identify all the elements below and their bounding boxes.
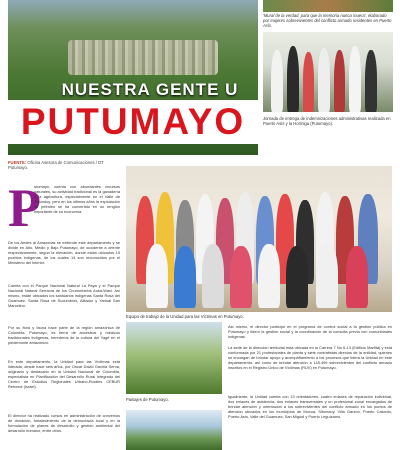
- article-right-paragraph-1: Así mismo, el director participó en el programa de control social a la gestión pública en Putumayo y lideró la gestión social y la coordinación de la consulta previa con comunidades indígenas.: [228, 324, 392, 340]
- article-paragraph-3: Por su flora y fauna hace parte de la región amazónica de Colombia. Putumayo, es tierra de ancestros y médicos tradicionales indígenas, herederos de la cultura del Yagé en el piedemonte amazónico.: [8, 325, 120, 346]
- drop-cap: P: [8, 178, 41, 238]
- article-paragraph-5: El director ha realizado cursos en administración de convenios de donación, fortalecimiento de la democracia local y en la formulación de planes de desarrollo y gestión ambiental del desarrollo humano, entre otros.: [8, 413, 120, 434]
- article-right-paragraph-3: Igualmente, la Unidad cuenta con 13 orientadores, cuatro enlaces de reparación individual, dos enlaces de asistencia, dos enlaces transversales y un profesional zonal encargados de brindar atención y orientación a los sobrevivientes del conflicto armado en los puntos de atención ubicados en los municipios de Mocoa, Sibundoy, Villa Garzón, Puerto Caicedo, Puerto Asís, Valle del Guamuez, San Miguel y Puerto Leguízamo.: [228, 394, 392, 420]
- landscape-caption: Paisajes de Putumayo.: [126, 397, 169, 402]
- mural-photo: [263, 0, 393, 12]
- article-intro: utumayo, cuenta con abundantes recursos naturales, su actividad tradicional es la ganadería y la agricultura, especialmente en el Valle de Sibundoy, pero en los últimos años la explotación de petróleo se ha convertido en un renglón importante de su economía.: [34, 184, 120, 215]
- article-paragraph-2: Cuenta con el Parque Nacional Natural La Paya y el Parque Nacional Natural Serranía de los Churumbelos Auka-Wasi. Así mismo, están ubicados los santuarios indígenas Santa Rosa del Guamuez, Santa Rosa de Sucumbíos, Alltador y Yarinal San Marcelino.: [8, 283, 120, 309]
- village-photo: [126, 322, 222, 394]
- indemnization-event-photo: [263, 32, 393, 112]
- jornada-caption: Jornada de entrega de indemnizaciones administrativas realizada en Puerto Asís y la Hormiga (Putumayo).: [263, 116, 391, 127]
- article-right-paragraph-2: La sede de la dirección territorial está ubicada en la Carrera 7 No 6-13 (Edificio Marfita) y está conformada por 21 profesionales de planta y siete contratistas directos de la entidad, quienes se encargan de brindar apoyo y acompañamiento a los procesos que lidera la Unidad en este departamento, así como de brindar atención a 145.499 sobrevivientes del conflicto armado inscritos en el Registro Único de Víctimas (RUV) en Putumayo.: [228, 345, 392, 371]
- mural-caption: 'Mural de la verdad, para que la memoria nunca muera', elaborado por mujeres sobrevivientes del conflicto armado residentes en Puerto Asís.: [263, 13, 392, 29]
- landscape-photo: [126, 410, 222, 450]
- source-line: [8, 160, 120, 170]
- article-paragraph-4: En este departamento, la Unidad para las Víctimas está liderada, desde hace seis años, por Oscar David Gaviria Serna, originario y destacado en la Unidad Nacional de Colombia, especialista en Planificación del Desarrollo Rural Integrado del Centro de Estudios Regionales Urbano-Rurales CEBUR Rehovot (Israel).: [8, 359, 120, 390]
- article-paragraph-1: De los Andes al Amazonas se extiende este departamento y se divide en Alto, Medio y Bajo Putumayo, de occidente a oriente respectivamente, según la elevación, donde están ubicados 15 pueblos indígenas, de los cuales 14 son reconocidos por el Ministerio del Interior.: [8, 240, 120, 266]
- page-title: PUTUMAYO: [8, 100, 258, 144]
- source-label: FUENTE:: [8, 160, 27, 165]
- team-photo: [126, 166, 392, 312]
- team-caption: Equipo de trabajo de la Unidad para las Víctimas en Putumayo.: [126, 314, 244, 319]
- header-kicker: NUESTRA GENTE U: [61, 80, 239, 99]
- source-text: Oficina Asesora de Comunicaciones / DT Putumayo.: [8, 160, 104, 171]
